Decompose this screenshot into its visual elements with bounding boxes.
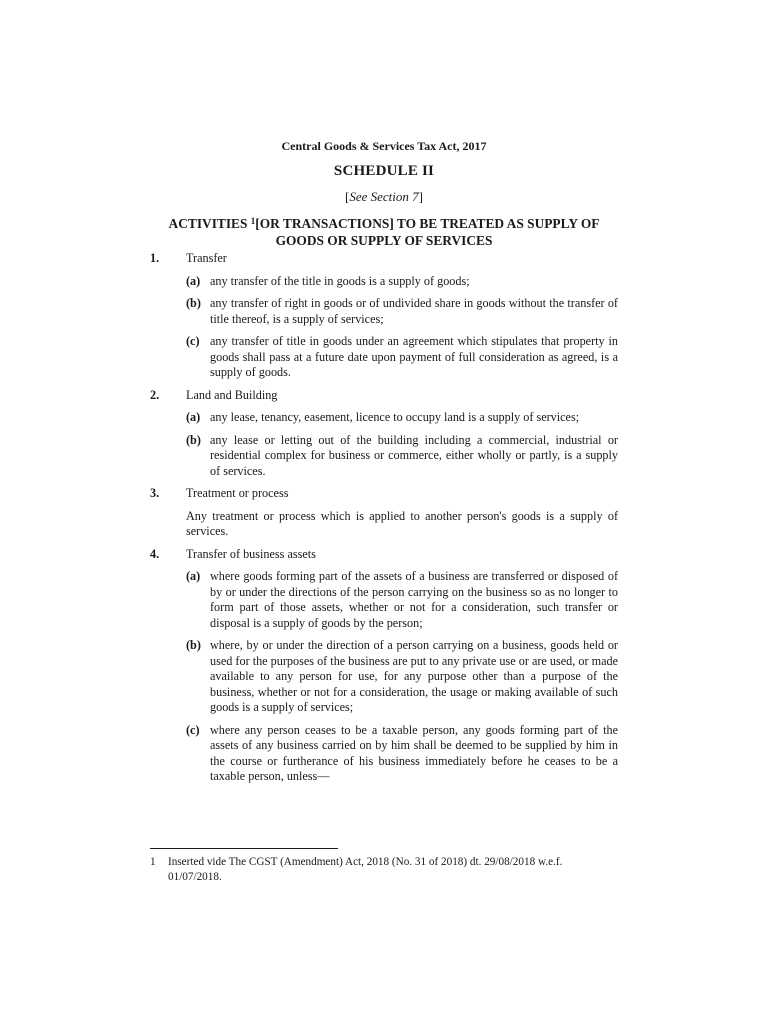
sub-clause-text: any lease, tenancy, easement, licence to occupy land is a supply of services; (210, 410, 580, 424)
item-title: Transfer of business assets (186, 546, 316, 561)
section-reference (0, 189, 768, 205)
item-title: Land and Building (186, 387, 278, 402)
sub-clause-text: where, by or under the direction of a person carrying on a business, goods held or used for the purposes of the business are put to any private use or are used, or made available to any person for use, for any purpose other than a purpose of the business, whether or not for a consideration, the usage or making available of such goods is a supply of services; (210, 638, 618, 714)
item-2 (150, 388, 618, 480)
footnote-number: 1 (150, 856, 156, 868)
item-3 (150, 486, 618, 540)
sub-clause (186, 723, 618, 785)
item-title: Treatment or process (186, 486, 289, 500)
sub-clause (186, 334, 618, 381)
schedule-title: SCHEDULE II (333, 163, 435, 179)
sub-clause-text: any lease or letting out of the building including a commercial, industrial or residential complex for business or commerce, either wholly or partly, is a supply of services. (210, 432, 618, 478)
heading-suffix: [OR TRANSACTIONS] TO BE TREATED AS SUPPLY OF GOODS OR SUPPLY OF SERVICES (255, 216, 600, 248)
sub-clause-text: where goods forming part of the assets of a business are transferred or disposed of by or under the directions of the person carrying on the business so as no longer to form part of those assets, whether or not for a consideration, such transfer or disposal is a supply of goods by the person; (210, 569, 618, 630)
item-1 (150, 251, 618, 381)
item-number: 2. (150, 387, 160, 402)
sub-clause-text: any transfer of title in goods under an agreement which stipulates that property in goods shall pass at a future date upon payment of full consideration as agreed, is a supply of goods. (210, 334, 618, 379)
sub-clause (186, 410, 618, 426)
sub-clause-label: (c) (186, 722, 200, 737)
sub-clause (186, 638, 618, 716)
sub-clause-label: (b) (186, 296, 201, 310)
sub-clause (186, 274, 618, 290)
item-number: 4. (150, 546, 160, 561)
schedule-body (150, 251, 618, 792)
sub-clause-label: (b) (186, 432, 201, 447)
sub-clause (186, 296, 618, 327)
item-number: 1. (150, 251, 160, 265)
heading-prefix: ACTIVITIES (168, 216, 251, 231)
item-title: Transfer (186, 251, 227, 265)
sub-clause-text: any transfer of the title in goods is a supply of goods; (210, 273, 470, 288)
footnote (150, 855, 618, 885)
footnote-divider (150, 848, 338, 849)
act-title: Central Goods & Services Tax Act, 2017 (281, 139, 487, 153)
section-ref-close: ] (418, 189, 423, 204)
sub-clause-label: (a) (186, 410, 201, 424)
sub-clause-label: (c) (186, 334, 200, 348)
sub-clause (186, 569, 618, 631)
sub-clause-text: where any person ceases to be a taxable person, any goods forming part of the assets of any business carried on by him shall be deemed to be supplied by him in the course or furtherance of his business immediately before he ceases to be a taxable person, unless— (210, 722, 618, 783)
schedule-heading (150, 213, 618, 249)
sub-clause-label: (a) (186, 273, 201, 288)
item-number: 3. (150, 486, 160, 500)
sub-clause-text: any transfer of right in goods or of undivided share in goods without the transfer of title thereof, is a supply of services; (210, 296, 618, 326)
sub-clause (186, 433, 618, 480)
section-ref-open: [ (345, 189, 350, 204)
footnote-marker: 1 (250, 216, 256, 226)
item-4 (150, 547, 618, 785)
footnote-text: Inserted vide The CGST (Amendment) Act, 2018 (No. 31 of 2018) dt. 29/08/2018 w.e.f. 01/07/2018. (168, 856, 563, 883)
section-ref-text: See Section 7 (349, 189, 419, 204)
sub-clause-label: (b) (186, 638, 201, 652)
sub-clause-label: (a) (186, 569, 201, 583)
item-paragraph: Any treatment or process which is applied to another person's goods is a supply of services. (186, 508, 618, 538)
